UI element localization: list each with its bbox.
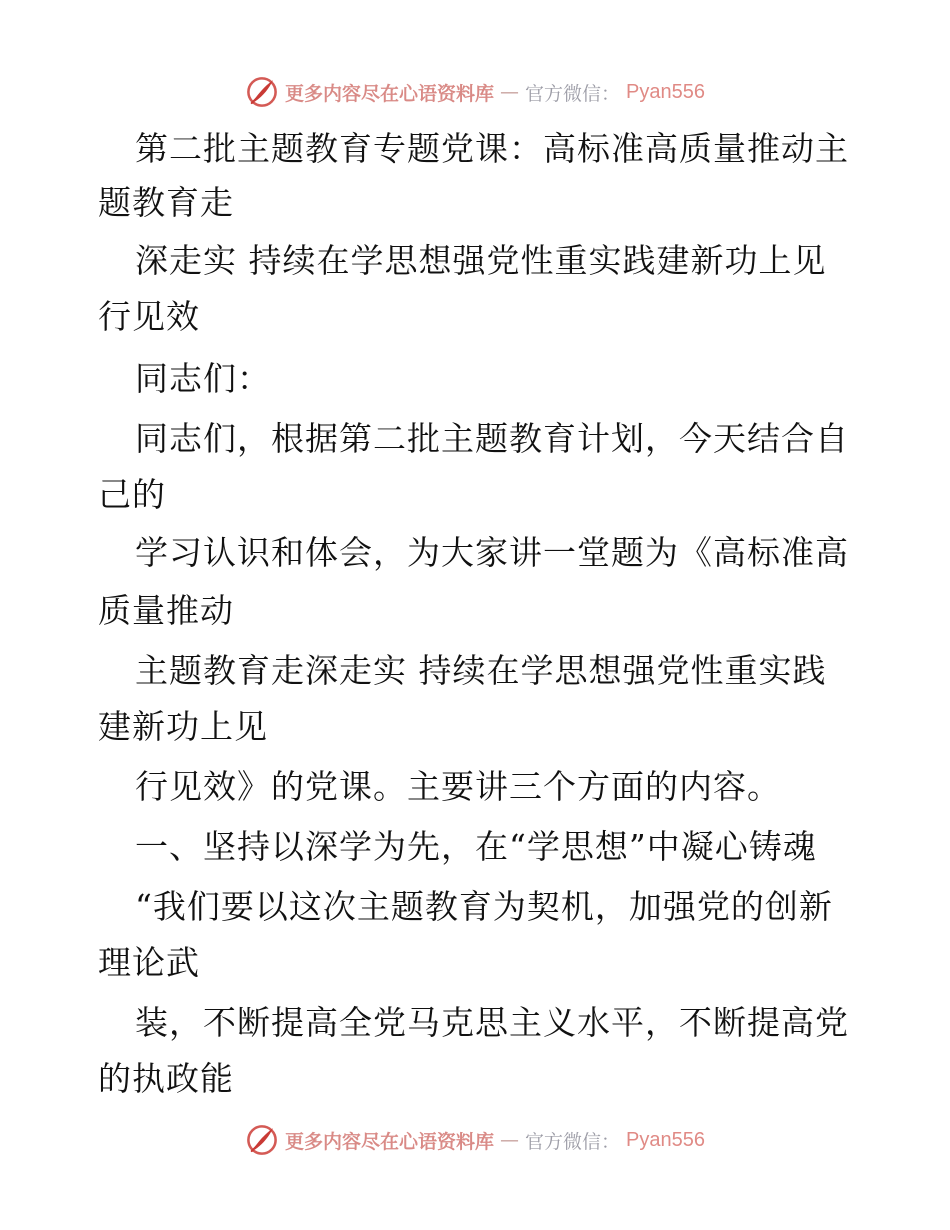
paragraph-line: 装，不断提高全党马克思主义水平，不断提高党: [135, 1003, 849, 1042]
section-heading: 一、坚持以深学为先，在“学思想”中凝心铸魂: [135, 827, 817, 866]
paragraph-line: 质量推动: [98, 591, 234, 630]
watermark-wechat-id: Pyan556: [626, 80, 705, 103]
title-line-2: 题教育走: [98, 183, 234, 222]
paragraph-line: 同志们，根据第二批主题教育计划，今天结合自: [135, 419, 849, 458]
paragraph-line: 学习认识和体会，为大家讲一堂题为《高标准高: [135, 533, 849, 572]
watermark-separator: —: [500, 1129, 520, 1151]
quill-pen-logo-icon: [245, 1123, 279, 1157]
paragraph-line: 建新功上见: [98, 707, 268, 746]
quill-pen-logo-icon: [245, 75, 279, 109]
salutation: 同志们：: [135, 359, 271, 398]
watermark-label: 官方微信：: [525, 1130, 621, 1153]
watermark-wechat-id: Pyan556: [626, 1128, 705, 1151]
title-line-3: 深走实 持续在学思想强党性重实践建新功上见: [135, 241, 827, 280]
paragraph-line: 行见效》的党课。主要讲三个方面的内容。: [135, 767, 781, 806]
footer-watermark: [0, 1120, 950, 1160]
watermark-brand: 更多内容尽在心语资料库: [285, 82, 495, 105]
title-line-4: 行见效: [98, 297, 200, 336]
watermark-separator: —: [500, 81, 520, 103]
title-line-1: 第二批主题教育专题党课：高标准高质量推动主: [135, 129, 849, 168]
paragraph-line: “我们要以这次主题教育为契机，加强党的创新: [135, 887, 833, 926]
paragraph-line: 主题教育走深走实 持续在学思想强党性重实践: [135, 651, 827, 690]
paragraph-line: 理论武: [98, 943, 200, 982]
paragraph-line: 的执政能: [98, 1059, 234, 1098]
watermark-label: 官方微信：: [525, 82, 621, 105]
paragraph-line: 己的: [98, 475, 166, 514]
watermark-brand: 更多内容尽在心语资料库: [285, 1130, 495, 1153]
header-watermark: [0, 72, 950, 112]
